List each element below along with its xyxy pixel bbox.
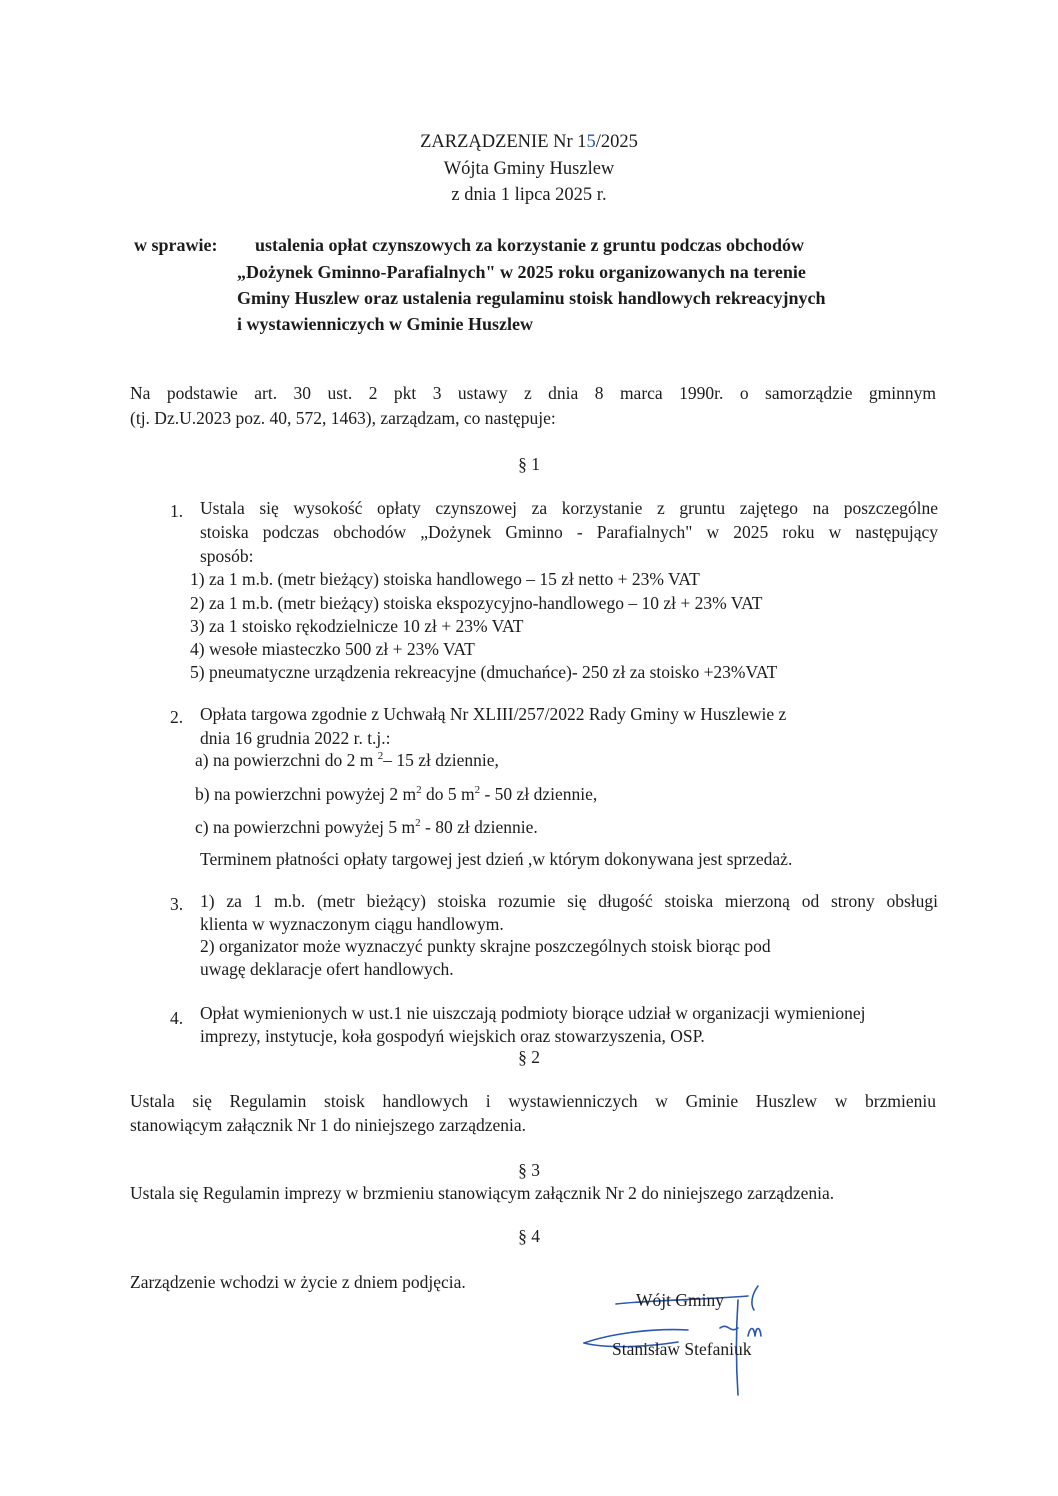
- item-3-line-2: klienta w wyznaczonym ciągu handlowym.: [200, 914, 504, 934]
- section-1-heading: § 1: [518, 454, 540, 474]
- legal-basis-line-1: Na podstawie art. 30 ust. 2 pkt 3 ustawy z dnia 8 marca 1990r. o samorządzie gminnym: [130, 383, 936, 403]
- fee-a-exponent: 2: [377, 750, 384, 763]
- fee-b-exponent-1: 2: [416, 784, 422, 797]
- section-3-heading: § 3: [518, 1160, 540, 1180]
- item-4-line-2: imprezy, instytucje, koła gospodyń wiejskich oraz stowarzyszenia, OSP.: [200, 1026, 705, 1046]
- item-2-number: 2.: [170, 707, 184, 727]
- rate-item: 2) za 1 m.b. (metr bieżący) stoiska ekspozycyjno-handlowego – 10 zł + 23% VAT: [190, 593, 763, 613]
- fee-c-text: c) na powierzchni powyżej 5 m: [195, 817, 416, 837]
- subject-line-4: i wystawienniczych w Gminie Huszlew: [237, 314, 533, 334]
- item-1-line-3: sposób:: [200, 546, 254, 566]
- rate-item: 3) za 1 stoisko rękodzielnicze 10 zł + 23% VAT: [190, 616, 524, 636]
- document-title: [0, 131, 1058, 153]
- fee-b-amount: - 50 zł dziennie,: [480, 784, 598, 804]
- section-4-heading: § 4: [518, 1226, 540, 1246]
- fee-b-mid: do 5 m: [421, 784, 475, 804]
- document-authority: Wójta Gminy Huszlew: [443, 159, 615, 179]
- title-prefix: ZARZĄDZENIE Nr 1: [420, 132, 587, 152]
- subject-line-3: Gminy Huszlew oraz ustalenia regulaminu stoisk handlowych rekreacyjnych: [237, 288, 826, 308]
- subject-label: w sprawie:: [134, 235, 218, 255]
- item-2-line-1: Opłata targowa zgodnie z Uchwałą Nr XLIII/257/2022 Rady Gminy w Huszlewie z: [200, 704, 787, 724]
- fee-a-text: a) na powierzchni do 2 m: [195, 750, 378, 770]
- handwritten-number: 5: [586, 132, 596, 152]
- rate-item: 4) wesołe miasteczko 500 zł + 23% VAT: [190, 639, 475, 659]
- fee-a: [195, 749, 499, 771]
- fee-c-amount: - 80 zł dziennie.: [420, 817, 538, 837]
- signatory-title: Wójt Gminy: [636, 1290, 724, 1310]
- item-3-number: 3.: [170, 894, 184, 914]
- item-3-line-3: 2) organizator może wyznaczyć punkty skrajne poszczególnych stoisk biorąc pod: [200, 936, 771, 956]
- fee-a-amount: – 15 zł dziennie,: [383, 750, 499, 770]
- section-2-line-2: stanowiącym załącznik Nr 1 do niniejszego zarządzenia.: [130, 1115, 526, 1135]
- rate-item: 5) pneumatyczne urządzenia rekreacyjne (dmuchańce)- 250 zł za stoisko +23%VAT: [190, 662, 778, 682]
- item-1-line-1: Ustala się wysokość opłaty czynszowej za korzystanie z gruntu zajętego na poszczególne: [200, 498, 938, 518]
- legal-basis-line-2: (tj. Dz.U.2023 poz. 40, 572, 1463), zarządzam, co następuje:: [130, 408, 556, 428]
- section-2-line-1: Ustala się Regulamin stoisk handlowych i wystawienniczych w Gminie Huszlew w brzmieniu: [130, 1091, 936, 1111]
- fee-b-text: b) na powierzchni powyżej 2 m: [195, 784, 417, 804]
- item-3-line-4: uwagę deklaracje ofert handlowych.: [200, 959, 454, 979]
- item-4-line-1: Opłat wymienionych w ust.1 nie uiszczają podmioty biorące udział w organizacji wymienionej: [200, 1003, 866, 1023]
- fee-c-exponent: 2: [415, 817, 421, 830]
- title-suffix: /2025: [595, 132, 638, 152]
- item-4-number: 4.: [170, 1008, 184, 1028]
- signatory-name: Stanisław Stefaniuk: [612, 1339, 752, 1359]
- fee-c: [195, 816, 538, 838]
- document-date: z dnia 1 lipca 2025 r.: [451, 185, 607, 205]
- item-1-line-2: stoiska podczas obchodów „Dożynek Gminno - Parafialnych" w 2025 roku w następujący: [200, 522, 938, 542]
- rate-item: 1) za 1 m.b. (metr bieżący) stoiska handlowego – 15 zł netto + 23% VAT: [190, 569, 700, 589]
- item-3-line-1: 1) za 1 m.b. (metr bieżący) stoiska rozumie się długość stoiska mierzoną od strony obsługi: [200, 891, 938, 911]
- fee-b-exponent-2: 2: [474, 784, 481, 797]
- item-1-number: 1.: [170, 501, 184, 521]
- fee-b: [195, 783, 597, 805]
- subject-line-1: ustalenia opłat czynszowych za korzystanie z gruntu podczas obchodów: [255, 235, 805, 255]
- item-2-line-2: dnia 16 grudnia 2022 r. t.j.:: [200, 728, 391, 748]
- section-2-heading: § 2: [518, 1047, 540, 1067]
- payment-term: Terminem płatności opłaty targowej jest dzień ,w którym dokonywana jest sprzedaż.: [200, 849, 793, 869]
- section-3-line-1: Ustala się Regulamin imprezy w brzmieniu stanowiącym załącznik Nr 2 do niniejszego zarządzenia.: [130, 1183, 835, 1203]
- section-4-line-1: Zarządzenie wchodzi w życie z dniem podjęcia.: [130, 1272, 466, 1292]
- subject-line-2: „Dożynek Gminno-Parafialnych" w 2025 roku organizowanych na terenie: [237, 262, 806, 282]
